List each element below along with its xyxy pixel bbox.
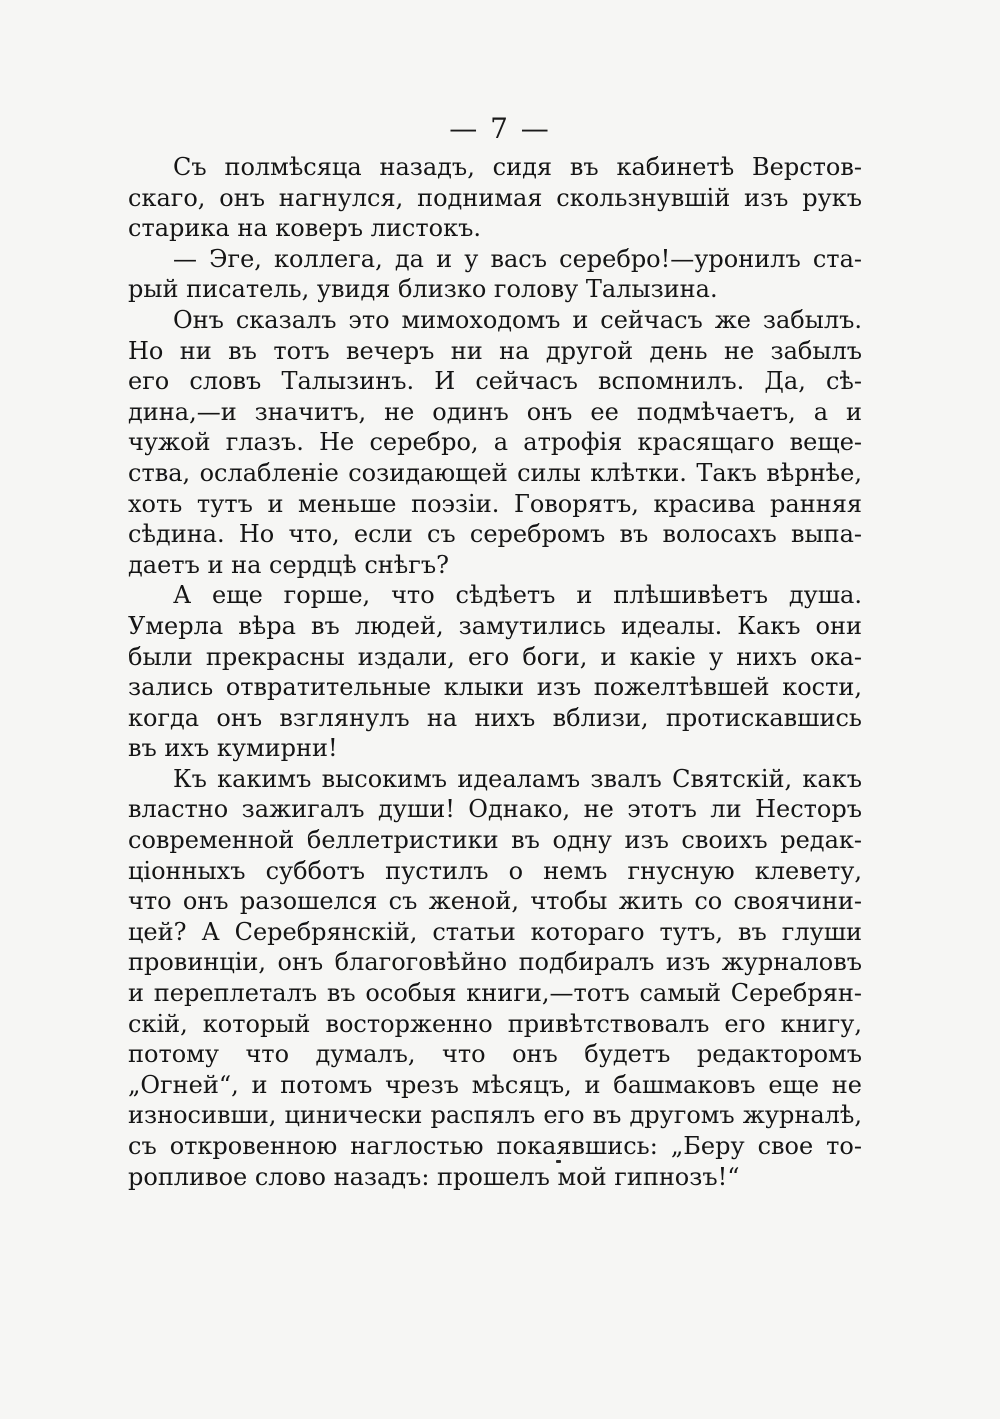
text-line: хоть тутъ и меньше поэзіи. Говорятъ, красива ранняя [128,489,862,518]
text-line: старика на коверъ листокъ. [128,214,481,243]
text-line: и переплеталъ въ особыя книги,—тотъ самый Серебрян- [128,979,862,1008]
text-line: когда онъ взглянулъ на нихъ вблизи, протискавшись [128,703,862,732]
page-number: — 7 — [449,112,551,145]
text-line: ціонныхъ субботъ пустилъ о немъ гнусную клевету, [128,856,862,885]
ink-speck [556,1160,561,1163]
text-line: Съ полмѣсяца назадъ, сидя въ кабинетѣ Верстов- [173,153,862,181]
text-line: Онъ сказалъ это мимоходомъ и сейчасъ же забылъ. [173,305,862,334]
text-line: сѣдина. Но что, если съ серебромъ въ волосахъ выпа- [128,520,862,549]
text-line: его словъ Талызинъ. И сейчасъ вспомнилъ. Да, сѣ- [128,367,862,396]
text-line: ропливое слово назадъ: прошелъ мой гипнозъ!“ [128,1162,740,1191]
text-line: ства, ослабленіе созидающей силы клѣтки. Такъ вѣрнѣе, [128,458,862,487]
text-line: властно зажигалъ души! Однако, не этотъ ли Несторъ [128,795,862,824]
text-line: А еще горше, что сѣдѣетъ и плѣшивѣетъ душа. [173,581,862,610]
text-line: провинціи, онъ благоговѣйно подбиралъ изъ журналовъ [128,948,862,977]
text-line: даетъ и на сердцѣ снѣгъ? [128,550,449,579]
text-line: износивши, цинически распялъ его въ другомъ журналѣ, [128,1101,862,1130]
text-line: скаго, онъ нагнулся, поднимая скользнувшій изъ рукъ [128,183,862,212]
text-line: скій, который восторженно привѣтствовалъ его книгу, [128,1009,862,1038]
text-line: что онъ разошелся съ женой, чтобы жить со своячини- [128,887,862,916]
text-line: „Огней“, и потомъ чрезъ мѣсяцъ, и башмаковъ еще не [128,1070,862,1099]
text-line: потому что думалъ, что онъ будетъ редакторомъ [128,1040,862,1069]
text-line: были прекрасны издали, его боги, и какіе у нихъ ока- [128,642,862,671]
text-line: чужой глазъ. Не серебро, а атрофія красящаго веще- [128,428,862,457]
text-line: цей? А Серебрянскій, статьи котораго тутъ, въ глуши [128,917,862,946]
text-line: Къ какимъ высокимъ идеаламъ звалъ Святскій, какъ [173,764,862,793]
text-line: дина,—и значитъ, не одинъ онъ ее подмѣчаетъ, а и [128,397,862,426]
body-text [128,152,862,1192]
text-line: въ ихъ кумирни! [128,734,338,763]
text-line: Умерла вѣра въ людей, замутились идеалы. Какъ они [128,611,862,640]
text-line: — Эге, коллега, да и у васъ серебро!—уронилъ ста- [173,244,862,273]
text-line: современной беллетристики въ одну изъ своихъ редак- [128,826,862,855]
text-line: рый писатель, увидя близко голову Талызина. [128,275,718,304]
text-line: зались отвратительные клыки изъ пожелтѣвшей кости, [128,673,862,702]
text-line: Но ни въ тотъ вечеръ ни на другой день не забылъ [128,336,862,365]
text-line: съ откровенною наглостью покаявшись: „Беру свое то- [128,1132,862,1160]
